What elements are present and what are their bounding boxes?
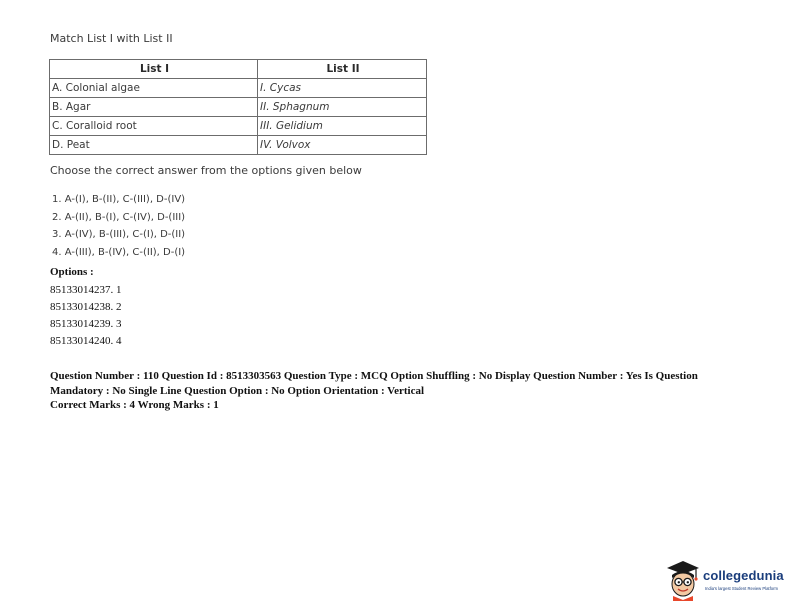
logo-name: collegedunia: [703, 568, 784, 583]
table-header-row: [50, 60, 427, 79]
match-table: [49, 59, 427, 155]
list-2-item: IV. Volvox: [258, 136, 427, 155]
table-row: [50, 117, 427, 136]
instruction-text: Choose the correct answer from the options given below: [50, 164, 362, 177]
option-id-item: 85133014237. 1: [50, 284, 122, 296]
list-1-item: D. Peat: [50, 136, 258, 155]
answer-choice: 2. A-(II), B-(I), C-(IV), D-(III): [52, 211, 186, 223]
list-2-header: List II: [258, 60, 427, 79]
table-row: [50, 79, 427, 98]
question-meta-line: Question Number : 110 Question Id : 8513303563 Question Type : MCQ Option Shuffling : No Display Question Number : Yes Is Question Mandatory : No Single Line Question Option : No Option Orientation : Vertical: [50, 370, 698, 397]
option-id-item: 85133014239. 3: [50, 318, 122, 330]
list-1-item: A. Colonial algae: [50, 79, 258, 98]
table-row: [50, 98, 427, 117]
list-1-item: B. Agar: [50, 98, 258, 117]
marks-line: Correct Marks : 4 Wrong Marks : 1: [50, 399, 219, 411]
list-2-item: II. Sphagnum: [258, 98, 427, 117]
student-mascot-icon: [665, 559, 701, 601]
option-id-item: 85133014240. 4: [50, 335, 122, 347]
question-title: Match List I with List II: [50, 32, 173, 45]
table-row: [50, 136, 427, 155]
logo-tagline: India's largest Student Review Platform: [705, 586, 778, 591]
collegedunia-logo: [665, 559, 790, 604]
answer-choice: 3. A-(IV), B-(III), C-(I), D-(II): [52, 229, 186, 240]
list-2-item: III. Gelidium: [258, 117, 427, 136]
options-label: Options :: [50, 266, 94, 278]
list-1-item: C. Coralloid root: [50, 117, 258, 136]
list-2-item: I. Cycas: [258, 79, 427, 98]
answer-choice: 4. A-(III), B-(IV), C-(II), D-(I): [52, 246, 186, 258]
answer-choice: 1. A-(I), B-(II), C-(III), D-(IV): [52, 194, 186, 205]
answer-choices: [52, 191, 185, 261]
question-metadata: [50, 369, 750, 413]
option-id-list: [50, 282, 122, 350]
list-1-header: List I: [50, 60, 258, 79]
option-id-item: 85133014238. 2: [50, 301, 122, 313]
